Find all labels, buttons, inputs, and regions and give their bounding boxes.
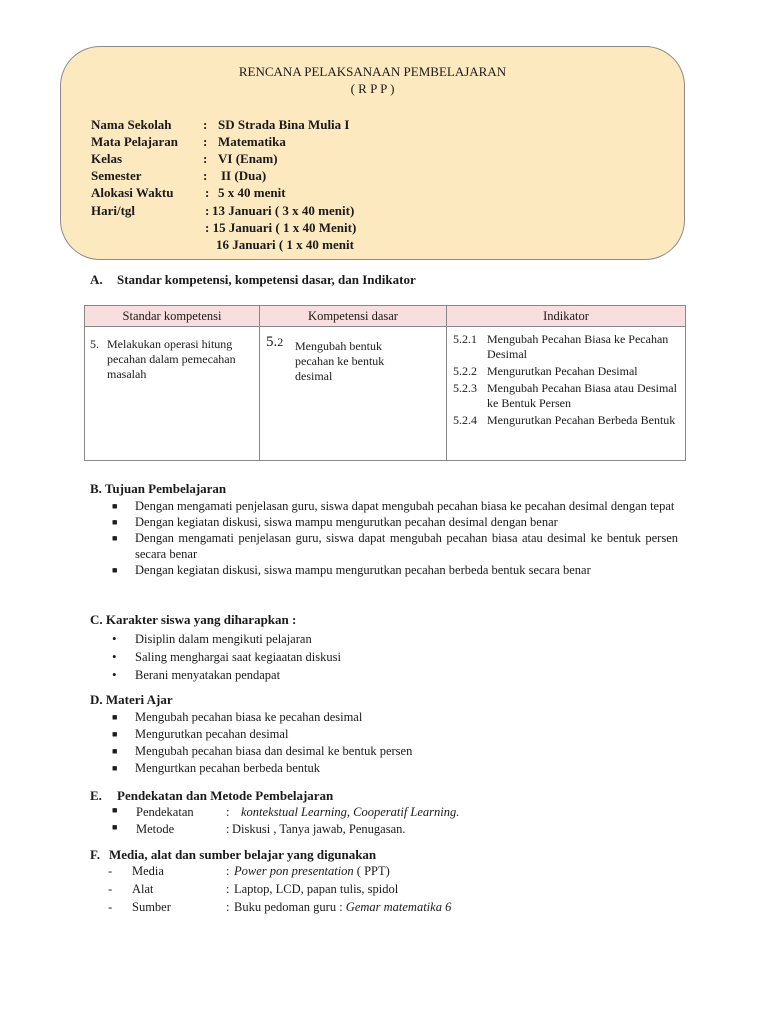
table-header: Indikator xyxy=(447,306,686,327)
list-item: ■ Mengurtkan pecahan berbeda bentuk xyxy=(112,761,320,775)
objectives-list xyxy=(112,498,678,578)
list-item: ■ Dengan mengamati penjelasan guru, siswa dapat mengubah pecahan biasa atau desimal ke bentuk persen secara benar xyxy=(112,531,678,561)
section-b-heading: B. Tujuan Pembelajaran xyxy=(90,481,227,496)
document-subtitle: ( R P P ) xyxy=(350,81,395,96)
character-list xyxy=(112,631,678,683)
section-c-heading: C. Karakter siswa yang diharapkan : xyxy=(90,612,297,627)
section-d-heading: D. Materi Ajar xyxy=(90,692,173,707)
basic-competency-text: Mengubah bentuk pecahan ke bentuk desimal xyxy=(295,339,385,383)
competency-table xyxy=(84,305,686,461)
list-item: ■ Mengubah pecahan biasa ke pecahan desimal xyxy=(112,710,363,724)
table-header: Kompetensi dasar xyxy=(260,306,447,327)
indicator-cell xyxy=(447,327,686,461)
standard-competency-text: Melakukan operasi hitung pecahan dalam pemecahan masalah xyxy=(107,337,236,381)
document-title: RENCANA PELAKSANAAN PEMBELAJARAN xyxy=(238,64,507,79)
section-f-heading: F. Media, alat dan sumber belajar yang digunakan xyxy=(90,847,377,862)
section-e-heading: E. Pendekatan dan Metode Pembelajaran xyxy=(90,788,334,803)
rpp-header-box: RENCANA PELAKSANAAN PEMBELAJARAN ( R P P ) Nama Sekolah : SD Strada Bina Mulia I Mata Pelajaran : Matematika Kelas : VI (Enam) Semester : II (Dua) Alokasi Waktu : 5 x 40 menit Hari/tgl : 13 Januari ( 3 x 40 menit) : 15 Januari ( 1 x 40 Menit) 16 Januari ( 1 x 40 menit xyxy=(60,46,685,260)
indicator-item: 5.2.4 Mengurutkan Pecahan Berbeda Bentuk xyxy=(453,413,676,427)
indicator-item: 5.2.1 Mengubah Pecahan Biasa ke Pecahan Desimal xyxy=(453,332,669,361)
basic-competency-cell: 5.2 Mengubah bentuk pecahan ke bentuk desimal xyxy=(260,327,447,461)
list-item: ■ Dengan mengamati penjelasan guru, siswa dapat mengubah pecahan biasa ke pecahan desimal dengan tepat xyxy=(112,499,675,513)
list-item: ■ Dengan kegiatan diskusi, siswa mampu mengurutkan pecahan desimal dengan benar xyxy=(112,515,558,529)
section-a-heading: A. Standar kompetensi, kompetensi dasar, dan Indikator xyxy=(90,272,416,287)
indicator-item: 5.2.3 Mengubah Pecahan Biasa atau Desimal ke Bentuk Persen xyxy=(453,381,677,410)
list-item: • Disiplin dalam mengikuti pelajaran xyxy=(112,631,312,646)
list-item: • Berani menyatakan pendapat xyxy=(112,667,281,682)
material-list xyxy=(112,709,678,776)
list-item: • Saling menghargai saat kegiaatan diskusi xyxy=(112,649,341,664)
list-item: ■ Mengurutkan pecahan desimal xyxy=(112,727,289,741)
indicator-item: 5.2.2 Mengurutkan Pecahan Desimal xyxy=(453,364,638,378)
table-header: Standar kompetensi xyxy=(85,306,260,327)
list-item: ■ Dengan kegiatan diskusi, siswa mampu mengurutkan pecahan berbeda bentuk secara benar xyxy=(112,563,591,577)
list-item: ■ Mengubah pecahan biasa dan desimal ke bentuk persen xyxy=(112,744,413,758)
standard-competency-cell: 5. Melakukan operasi hitung pecahan dalam pemecahan masalah xyxy=(85,327,260,461)
